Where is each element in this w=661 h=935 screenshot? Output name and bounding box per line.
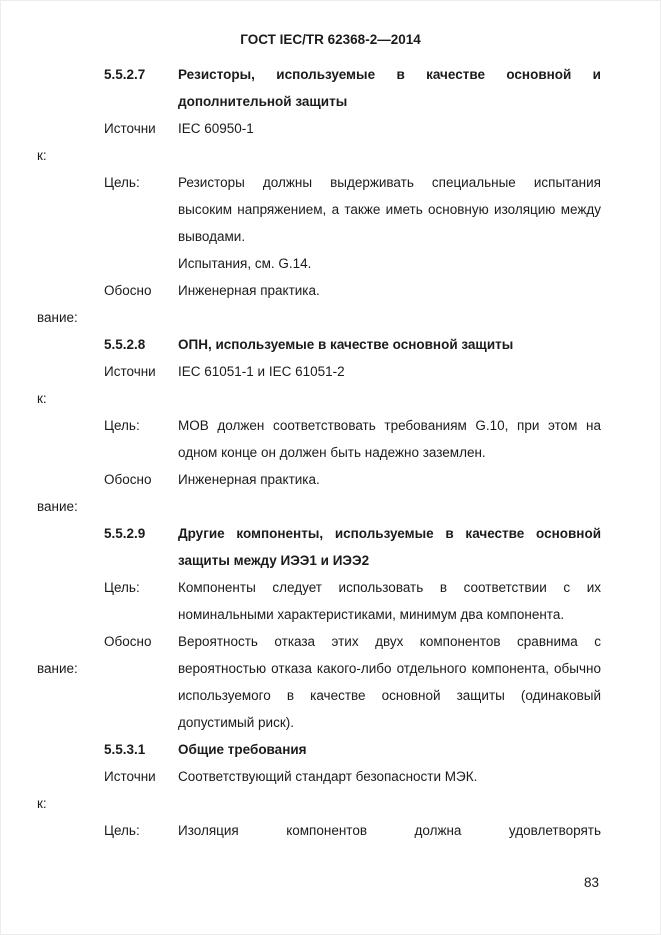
row-text (178, 628, 601, 736)
table-row (37, 574, 601, 628)
row-label: Источни (104, 364, 156, 379)
table-row (37, 817, 601, 844)
table-row (37, 331, 601, 358)
row-label: Цель: (104, 418, 140, 433)
paragraph: IEC 61051-1 и IEC 61051-2 (178, 364, 345, 379)
row-label-continuation (37, 574, 104, 628)
row-label-continuation (37, 520, 104, 574)
row-label-continuation (37, 331, 104, 358)
table-row (37, 628, 601, 736)
row-label: 5.5.2.7 (104, 67, 146, 82)
table-row (37, 412, 601, 466)
row-text (178, 358, 601, 412)
row-label: Обосно (104, 472, 152, 487)
table-row (37, 358, 601, 412)
row-text (178, 169, 601, 277)
paragraph: Изоляция компонентов должна удовлетворять (178, 823, 601, 838)
row-label: 5.5.2.8 (104, 337, 146, 352)
paragraph: Резисторы, используемые в качестве основной и дополнительной защиты (178, 67, 601, 109)
table-row (37, 520, 601, 574)
row-label-continuation: к: (37, 796, 47, 811)
paragraph: МОВ должен соответствовать требованиям G.10, при этом на одном конце он должен быть надежно заземлен. (178, 418, 601, 460)
row-text (178, 763, 601, 817)
paragraph: ОПН, используемые в качестве основной защиты (178, 337, 514, 352)
paragraph: Общие требования (178, 742, 307, 757)
row-label: Цель: (104, 175, 140, 190)
table-row (37, 61, 601, 115)
row-label-continuation: к: (37, 148, 47, 163)
row-label: Цель: (104, 823, 140, 838)
document-body (37, 61, 601, 844)
paragraph: Резисторы должны выдерживать специальные испытания высоким напряжением, а также иметь основную изоляцию между выводами. (178, 175, 601, 244)
paragraph: Соответствующий стандарт безопасности МЭК. (178, 769, 478, 784)
row-text (178, 574, 601, 628)
row-text (178, 277, 601, 331)
row-label: Источни (104, 769, 156, 784)
row-label: 5.5.3.1 (104, 742, 146, 757)
paragraph: Компоненты следует использовать в соответствии с их номинальными характеристиками, минимум два компонента. (178, 580, 601, 622)
row-text (178, 412, 601, 466)
row-label: Источни (104, 121, 156, 136)
paragraph: Другие компоненты, используемые в качестве основной защиты между ИЭЭ1 и ИЭЭ2 (178, 526, 601, 568)
paragraph: Вероятность отказа этих двух компонентов сравнима с вероятностью отказа какого-либо отдельного компонента, обычно используемого в качестве основной защиты (одинаковый допустимый риск). (178, 634, 601, 730)
table-row (37, 115, 601, 169)
table-row (37, 277, 601, 331)
table-row (37, 466, 601, 520)
table-row (37, 736, 601, 763)
row-label-continuation: вание: (37, 661, 78, 676)
row-label-continuation: вание: (37, 499, 78, 514)
paragraph: Инженерная практика. (178, 283, 320, 298)
row-label-continuation (37, 169, 104, 277)
row-label: Обосно (104, 634, 152, 649)
table-row (37, 763, 601, 817)
paragraph: Испытания, см. G.14. (178, 256, 312, 271)
document-header-title: ГОСТ IEC/TR 62368-2—2014 (240, 32, 421, 47)
row-label-continuation: вание: (37, 310, 78, 325)
row-label: Цель: (104, 580, 140, 595)
row-text (178, 331, 601, 358)
row-label: 5.5.2.9 (104, 526, 146, 541)
row-label-continuation: к: (37, 391, 47, 406)
row-label-continuation (37, 61, 104, 115)
row-label-continuation (37, 736, 104, 763)
row-label-continuation (37, 412, 104, 466)
row-text (178, 466, 601, 520)
row-text (178, 520, 601, 574)
table-row (37, 169, 601, 277)
paragraph: Инженерная практика. (178, 472, 320, 487)
row-text (178, 736, 601, 763)
row-label: Обосно (104, 283, 152, 298)
row-text (178, 817, 601, 844)
row-text (178, 61, 601, 115)
page-number: 83 (583, 875, 599, 890)
row-text (178, 115, 601, 169)
row-label-continuation (37, 817, 104, 844)
paragraph: IEC 60950-1 (178, 121, 254, 136)
